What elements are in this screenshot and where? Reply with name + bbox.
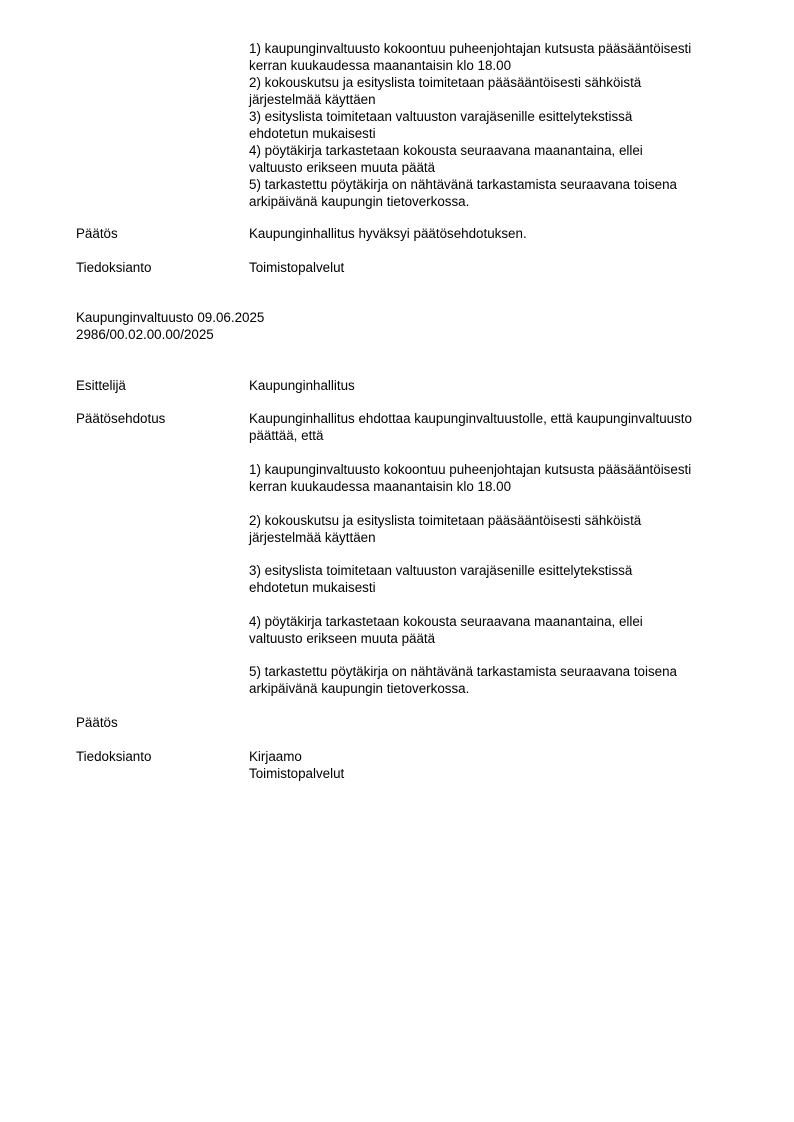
- list-item-4-line-2: valtuusto erikseen muuta päätä: [249, 160, 436, 175]
- list-item-3-line-1: 3) esityslista toimitetaan valtuuston varajäsenille esittelytekstissä: [249, 109, 633, 124]
- list-item-line: 1) kaupunginvaltuusto kokoontuu puheenjohtajan kutsusta pääsääntöisesti: [249, 462, 692, 477]
- section2-esittelija-value: Kaupunginhallitus: [249, 378, 355, 393]
- section2-paatos-label: Päätös: [76, 715, 118, 730]
- section2-list-item-5: [249, 663, 735, 697]
- recipient-kirjaamo: Kirjaamo: [249, 749, 302, 764]
- list-item-1-line-2: kerran kuukaudessa maanantaisin klo 18.00: [249, 58, 512, 73]
- section2-ehdotus-label: Päätösehdotus: [76, 411, 166, 426]
- section2-tiedoksianto-values: [249, 748, 735, 782]
- list-item-line: 3) esityslista toimitetaan valtuuston varajäsenille esittelytekstissä: [249, 563, 633, 578]
- list-item-line: 2) kokouskutsu ja esityslista toimitetaan pääsääntöisesti sähköistä: [249, 513, 642, 528]
- section2-tiedoksianto-label: Tiedoksianto: [76, 749, 152, 764]
- list-item-line: 5) tarkastettu pöytäkirja on nähtävänä tarkastamista seuraavana toisena: [249, 664, 678, 679]
- list-item-line: järjestelmää käyttäen: [249, 530, 376, 545]
- meeting-title: Kaupunginvaltuusto 09.06.2025: [76, 310, 265, 325]
- section1-decision-list: [249, 40, 735, 210]
- list-item-4-line-1: 4) pöytäkirja tarkastetaan kokousta seuraavana maanantaina, ellei: [249, 143, 643, 158]
- list-item-5-line-1: 5) tarkastettu pöytäkirja on nähtävänä tarkastamista seuraavana toisena: [249, 177, 678, 192]
- list-item-5-line-2: arkipäivänä kaupungin tietoverkossa.: [249, 194, 470, 209]
- section1-tiedoksianto-label: Tiedoksianto: [76, 260, 152, 275]
- ehdotus-intro-line-2: päättää, että: [249, 428, 324, 443]
- section2-header: [76, 309, 736, 343]
- list-item-line: ehdotetun mukaisesti: [249, 580, 376, 595]
- section2-ehdotus-intro: [249, 410, 735, 444]
- list-item-1-line-1: 1) kaupunginvaltuusto kokoontuu puheenjohtajan kutsusta pääsääntöisesti: [249, 41, 692, 56]
- ehdotus-intro-line-1: Kaupunginhallitus ehdottaa kaupunginvaltuustolle, että kaupunginvaltuusto: [249, 411, 692, 426]
- section1-paatos-value: Kaupunginhallitus hyväksyi päätösehdotuksen.: [249, 226, 527, 241]
- list-item-2-line-2: järjestelmää käyttäen: [249, 92, 376, 107]
- list-item-line: arkipäivänä kaupungin tietoverkossa.: [249, 681, 470, 696]
- recipient-toimistopalvelut: Toimistopalvelut: [249, 766, 345, 781]
- section2-list-item-4: [249, 613, 735, 647]
- list-item-3-line-2: ehdotetun mukaisesti: [249, 126, 376, 141]
- section2-esittelija-label: Esittelijä: [76, 378, 126, 393]
- list-item-2-line-1: 2) kokouskutsu ja esityslista toimitetaan pääsääntöisesti sähköistä: [249, 75, 642, 90]
- section2-list-item-1: [249, 461, 735, 495]
- list-item-line: 4) pöytäkirja tarkastetaan kokousta seuraavana maanantaina, ellei: [249, 614, 643, 629]
- list-item-line: kerran kuukaudessa maanantaisin klo 18.00: [249, 479, 512, 494]
- diary-number: 2986/00.02.00.00/2025: [76, 327, 214, 342]
- section1-paatos-label: Päätös: [76, 226, 118, 241]
- section2-list-item-2: [249, 512, 735, 546]
- section1-tiedoksianto-value: Toimistopalvelut: [249, 260, 345, 275]
- list-item-line: valtuusto erikseen muuta päätä: [249, 631, 436, 646]
- section2-list-item-3: [249, 562, 735, 596]
